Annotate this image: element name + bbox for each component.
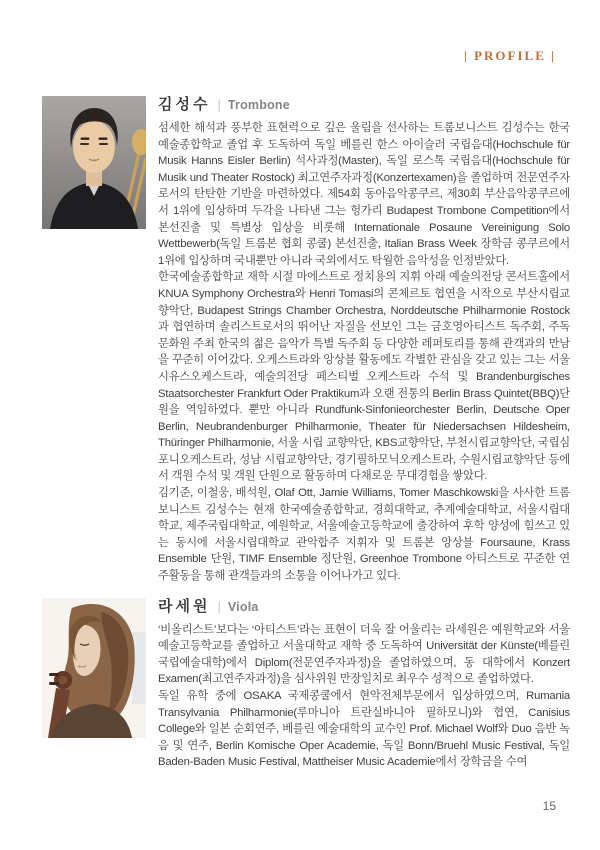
bio-column: [158, 96, 570, 585]
trombonist-portrait-illustration: [42, 96, 146, 229]
page-content: [42, 96, 570, 771]
musician-instrument: Trombone: [227, 98, 290, 112]
bio-paragraph: 한국예술종합학교 재학 시절 마에스트로 정치용의 지휘 아래 예술의전당 콘서트홀에서 KNUA Symphony Orchestra와 Henri Tomasi의 콘체르토 협연을 시작으로 부산시립교향악단, Budapest Strings Chamber Orchestra, Norddeutsche Philharmonie Rostock과 협연하며 솔리스트로서의 뛰어난 자질을 선보인 그는 금호영아티스트 독주회, 주독문화원 주최 한국의 젊은 음악가 특별 독주회 등 다양한 레퍼토리를 통해 관객과의 만남을 꾸준히 이어갔다. 오케스트라와 앙상블 활동에도 각별한 관심을 갖고 있는 그는 서울시유스오케스트라, 예술의전당 페스티벌 오케스트라 수석 및 Brandenburgisches Staatsorchester Frankfurt Oder Praktikum과 오랜 전통의 Berlin Brass Quintet(BBQ)단원을 역임하였다. 뿐만 아니라 Rundfunk-Sinfonieorchester Berlin, Deutsche Oper Berlin, Neubrandenburger Philharmonie, Theater für Niedersachsen Hildesheim, Thüringer Philharmonie, 서울 시립 교향악단, KBS교향악단, 부천시립교향악단, 국립심포니오케스트라, 성남 시립교향악단, 경기필하모닉오케스트라, 수원시립교향악단 등에서 객원 수석 및 객원 단원으로 활동하며 다채로운 무대경험을 쌓았다.: [158, 271, 570, 483]
photo-column: [42, 598, 146, 738]
bio-paragraph: 김기준, 이철웅, 배석원, Olaf Ott, Jamie Williams, Tomer Maschkowski을 사사한 트롬보니스트 김성수는 현재 한국예술종합학교, 경희대학교, 추계예술대학교, 서울시립대학교, 제주국립대학교, 예원학교, 서울예술고등학교에 출강하여 후학 양성에 힘쓰고 있는 동시에 서울시립대학교 관악합주 지휘자 및 트롬본 앙상블 Foursaune, Krass Ensemble 단원, TIMF Ensemble 정단원, Greenhoe Trombone 아티스트로 꾸준한 연주활동을 통해 관객들과의 소통을 이어나가고 있다.: [158, 487, 570, 583]
musician-instrument: Viola: [227, 599, 259, 614]
name-separator: |: [217, 97, 221, 112]
violist-portrait-photo: [42, 598, 146, 738]
musician-name-line: [158, 96, 570, 114]
profile-section-trombone: [42, 96, 570, 585]
trombonist-portrait-photo: [42, 96, 146, 229]
bio-column: [158, 598, 570, 771]
musician-name: 라세원: [158, 597, 211, 615]
bio-paragraph: 독일 유학 중에 OSAKA 국제콩쿨에서 현악전체부문에서 입상하였으며, Rumania Transylvania Philharmonie(루마니아 트란실바니아 필하모니)와 협연, Canisius College와 일본 순회연주, 베를린 예술대학의 교수인 Prof. Michael Wolf와 Duo 음반 녹음 및 연주, Berlin Komische Oper Academie, 독일 Bonn/Bruehl Music Festival, 독일 Baden-Baden Music Festival, Mattheiser Music Academie에서 장학금을 수여: [158, 690, 570, 769]
name-separator: |: [217, 598, 221, 614]
bio-paragraph: 섬세한 해석과 풍부한 표현력으로 깊은 울림을 선사하는 트롬보니스트 김성수는 한국예술종합학교 졸업 후 도독하여 독일 베를린 한스 아이슬러 국립음대(Hochschule für Musik Hanns Eisler Berlin) 석사과정(Master), 독일 로스톡 국립음대(Hochschule für Musik und Theater Rostock) 최고연주자과정(Konzertexamen)을 졸업하며 전문연주자로서의 탄탄한 기반을 마련하였다. 제54회 동아음악콩쿠르, 제30회 부산음악콩쿠르에서 1위에 입상하며 두각을 나타낸 그는 헝가리 Budapest Trombone Competition에서 본선진출 및 특별상 입상을 비롯해 Internationale Posaune Vereinigung Solo Wettbewerb(독일 트롬본 협회 콩쿨) 본선진출, Italian Brass Week 장학금 콩쿠르에서 1위에 입상하며 국내뿐만 아니라 국외에서도 탁월한 음악성을 인정받았다.: [158, 122, 570, 267]
bio-paragraph: ‘비올리스트’보다는 ‘아티스트’라는 표현이 더욱 잘 어울리는 라세원은 예원학교와 서울예술고등학교를 졸업하고 서울대학교 재학 중 도독하여 Universität der Künste(베를린 국립예술대학)에서 Diplom(전문연주자과정)을 졸업하였으며, 동 대학에서 Konzert Examen(최고연주자과정)을 심사위원 만장일치로 최우수 성적으로 졸업하였다.: [158, 623, 570, 686]
profile-section-viola: [42, 598, 570, 771]
photo-column: [42, 96, 146, 229]
page-number: 15: [542, 799, 556, 813]
musician-bio: [158, 622, 570, 771]
musician-name-line: [158, 598, 570, 616]
violist-portrait-illustration: [42, 598, 146, 738]
page-header-label: | PROFILE |: [463, 48, 556, 63]
musician-bio: [158, 120, 570, 585]
musician-name: 김성수: [158, 96, 211, 113]
